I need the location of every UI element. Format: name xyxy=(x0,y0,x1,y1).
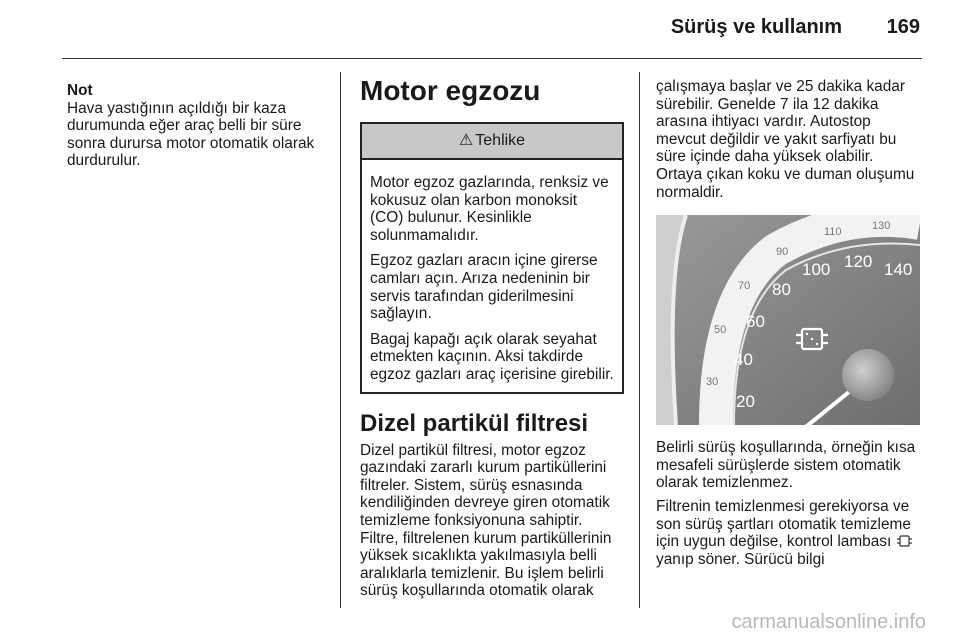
note-title: Not xyxy=(67,82,93,99)
gauge-tick-90: 90 xyxy=(776,246,789,259)
danger-header xyxy=(362,124,622,160)
column-divider-1 xyxy=(340,72,341,608)
speedometer-photo xyxy=(656,215,920,425)
header-rule xyxy=(62,58,922,59)
dpf-paragraph: Dizel partikül filtresi, motor egzoz gazındaki zararlı kurum partiküllerini filtreler. Sistem, sürüş esnasında kendiliğinden devreye giren otomatik temizleme fonksiyonuna sahiptir. Filtre, filtrelenen kurum partiküllerinin yüksek sıcaklıkta yakılmasıyla belli aralıklarla temizlenir. Bu işlem belirli sürüş koşullarında otomatik olarak xyxy=(360,441,612,600)
gauge-tick-50: 50 xyxy=(714,324,727,337)
gauge-tick-120: 120 xyxy=(844,252,873,272)
section-heading-dpf: Dizel partikül filtresi xyxy=(360,409,589,437)
gauge-tick-30: 30 xyxy=(706,376,719,389)
danger-paragraph-2: Egzoz gazları aracın içine girerse camları açın. Arıza nedeninin bir servis tarafından giderilmesini sağlayın. xyxy=(370,252,598,323)
gauge-tick-20: 20 xyxy=(736,392,755,412)
dpf-lamp-icon xyxy=(896,534,912,548)
danger-paragraph-3: Bagaj kapağı açık olarak seyahat etmekten kaçının. Aksi takdirde egzoz gazları araç içerisine girebilir. xyxy=(370,330,614,383)
cleaning-paragraph-3-text: Filtrenin temizlenmesi gerekiyorsa ve son sürüş şartları otomatik temizleme için uygun değilse, kontrol lambası xyxy=(656,497,911,551)
note-text: Hava yastığının açıldığı bir kaza durumunda eğer araç belli bir süre sonra durursa motor otomatik olarak durdurulur. xyxy=(67,99,315,170)
gauge-hub xyxy=(842,349,894,401)
column-1 xyxy=(67,82,329,170)
danger-body xyxy=(362,160,622,392)
warning-triangle-icon: ⚠ xyxy=(458,132,474,150)
gauge-tick-140: 140 xyxy=(884,260,913,280)
cleaning-paragraph-3 xyxy=(656,498,922,568)
column-divider-2 xyxy=(639,72,640,608)
gauge-tick-70: 70 xyxy=(738,280,751,293)
watermark: carmanualsonline.info xyxy=(731,611,926,633)
cleaning-paragraph-3-tail: yanıp söner. Sürücü bilgi xyxy=(656,550,825,568)
gauge-tick-40: 40 xyxy=(734,350,753,370)
gauge-tick-100: 100 xyxy=(802,260,831,280)
cleaning-paragraph-1: çalışmaya başlar ve 25 dakika kadar sürebilir. Genelde 7 ila 12 dakika arasına ihtiyacı vardır. Autostop mevcut değildir ve yakıt sarfiyatı bu süre içinde daha yüksek olabilir. Ortaya çıkan koku ve duman oluşumu normaldir. xyxy=(656,78,915,201)
section-heading-exhaust: Motor egzozu xyxy=(360,75,541,106)
gauge-tick-60: 60 xyxy=(746,312,765,332)
column-3 xyxy=(656,78,922,568)
page-header-title: Sürüş ve kullanım xyxy=(670,16,842,38)
column-2 xyxy=(360,74,624,600)
danger-paragraph-1: Motor egzoz gazlarında, renksiz ve kokusuz olan karbon monoksit (CO) bulunur. Kesinlikle solunmamalıdır. xyxy=(370,174,609,244)
danger-title: Tehlike xyxy=(475,132,526,150)
cleaning-paragraph-2: Belirli sürüş koşullarında, örneğin kısa mesafeli sürüşlerde sistem otomatik olarak temizlenmez. xyxy=(656,439,916,492)
page-number: 169 xyxy=(886,16,920,38)
danger-box xyxy=(360,122,624,394)
gauge-tick-80: 80 xyxy=(772,280,791,300)
gauge-tick-130: 130 xyxy=(872,220,891,233)
gauge-tick-110: 110 xyxy=(824,226,842,239)
